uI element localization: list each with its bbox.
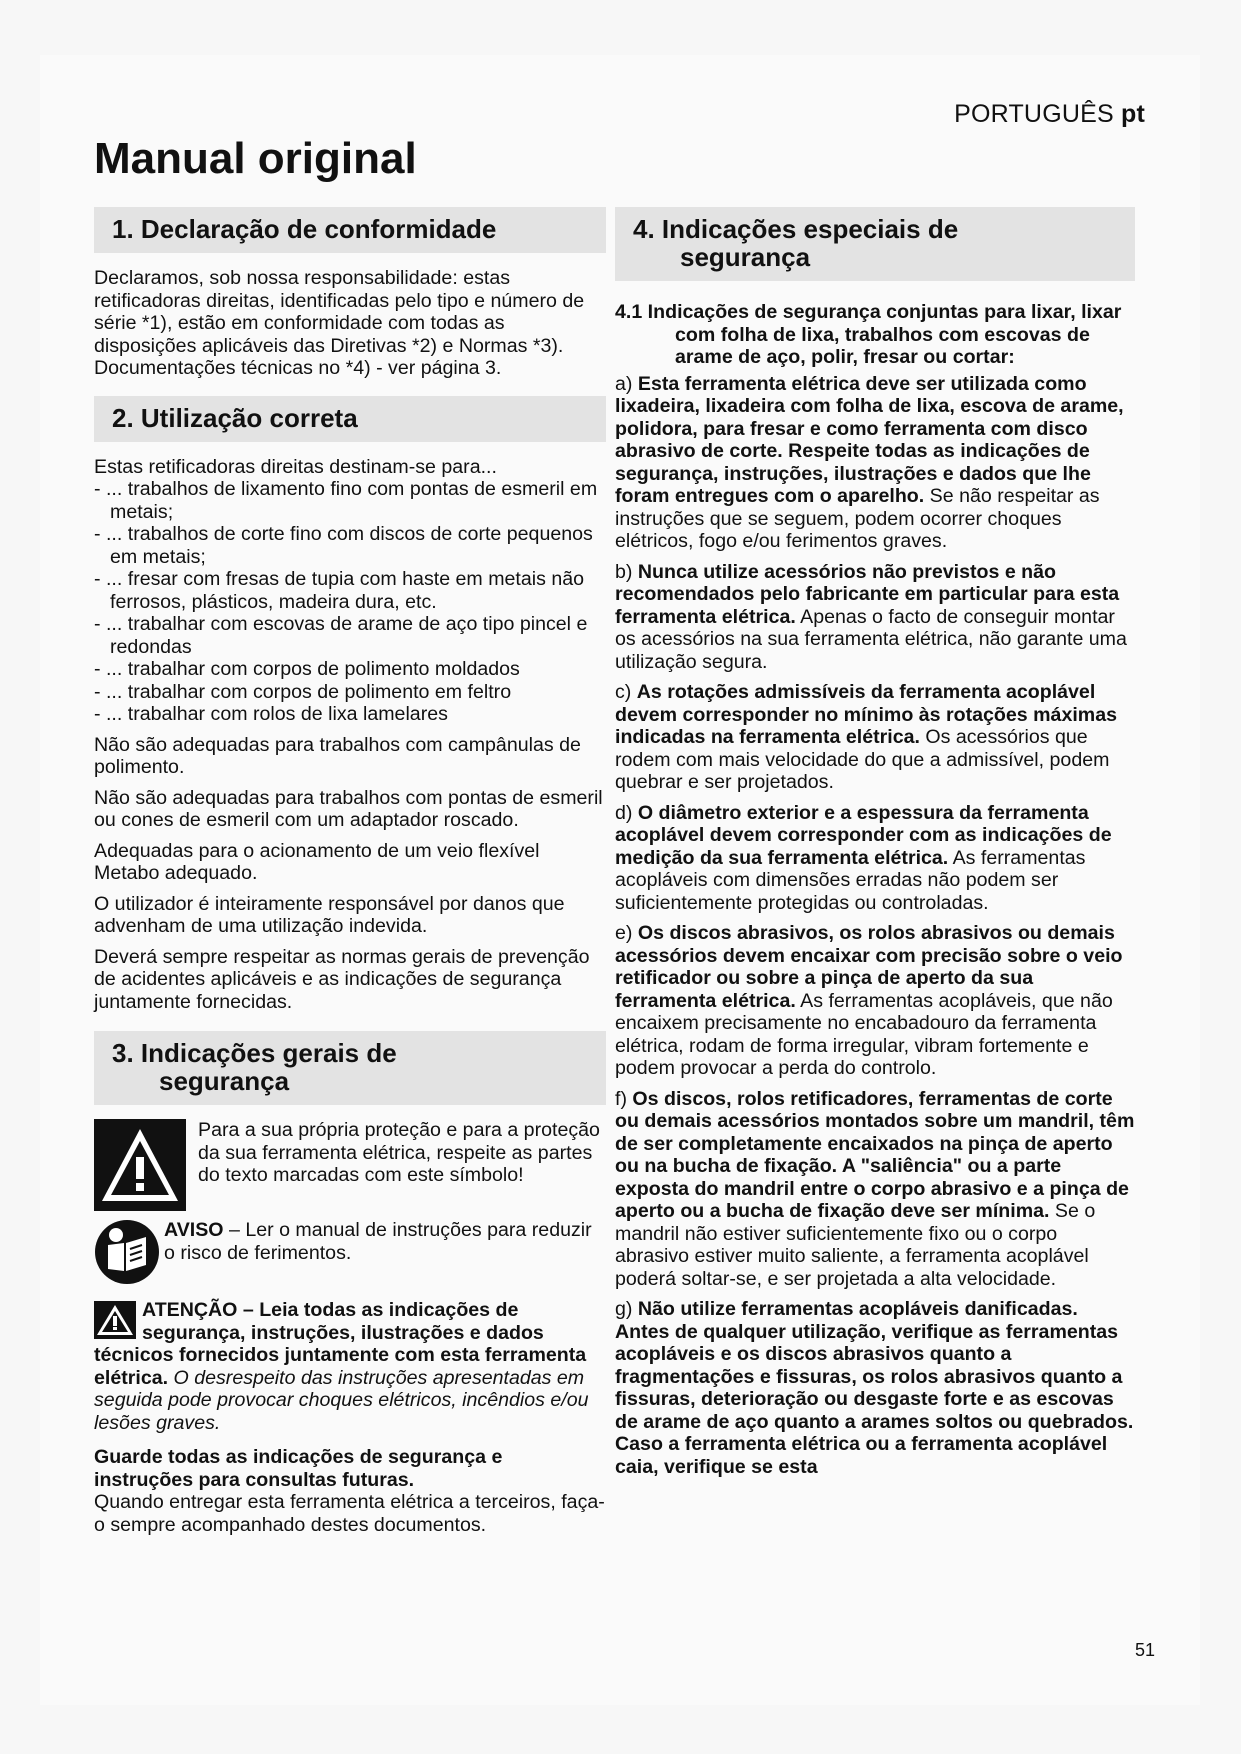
safety-rule-a — [615, 373, 1135, 553]
rule-text: Apenas o facto de conseguir montar os acessórios na sua ferramenta elétrica, não garante uma utilização segura. — [615, 605, 1127, 673]
rule-label: e) — [615, 922, 638, 944]
section-4-heading — [615, 207, 1135, 281]
atencao-note — [94, 1299, 606, 1434]
document-title: Manual original — [94, 134, 417, 183]
small-warning-triangle-icon — [94, 1301, 136, 1339]
guarde-body-text: Quando entregar esta ferramenta elétrica a terceiros, faça-o sempre acompanhado destes documentos. — [94, 1491, 605, 1536]
section-1-text: Declaramos, sob nossa responsabilidade: estas retificadoras direitas, identificadas pelo tipo e número de série *1), estão em conformidade com todas as disposições aplicáveis das Diretivas *2) e Normas *3). Documentações técnicas no *4) - ver página 3. — [94, 267, 585, 379]
warning-symbol-note — [94, 1119, 606, 1211]
language-indicator — [954, 100, 1145, 129]
rule-bold: Não utilize ferramentas acopláveis danificadas. Antes de qualquer utilização, verifique as ferramentas acopláveis e os discos abrasivos quanto a fragmentações e fissuras, os rolos abrasivos quanto a fissuras, deterioração ou desgaste forte e as escovas de arame de aço quanto a arames soltos ou quebrados. Caso a ferramenta elétrica ou a ferramenta acoplável caia, verifique se esta — [615, 1298, 1134, 1478]
language-code: pt — [1121, 100, 1145, 128]
rule-bold: Nunca utilize acessórios não previstos e não recomendados pelo fabricante em particular para esta ferramenta elétrica. — [615, 560, 1120, 628]
aviso-body: – Ler o manual de instruções para reduzir o risco de ferimentos. — [164, 1219, 592, 1264]
rule-bold: Os discos, rolos retificadores, ferramentas de corte ou demais acessórios montados sobre um mandril, têm de ser completamente encaixados na pinça de aperto ou na bucha de fixação. A "saliência" ou a parte exposta do mandril entre o corpo abrasivo e a pinça de aperto ou a bucha de fixação deve ser mínima. — [615, 1087, 1135, 1222]
rule-text: As ferramentas acopláveis, que não encaixem precisamente no encabadouro da ferramenta elétrica, rodam de forma irregular, vibram fortemente e podem provocar a perda do controlo. — [615, 989, 1113, 1079]
list-item: - ... fresar com fresas de tupia com haste em metais não ferrosos, plásticos, madeira dura, etc. — [94, 568, 585, 613]
rule-text: Os acessórios que rodem com mais velocidade do que a admissível, podem quebrar e ser projetados. — [615, 726, 1110, 793]
subsection-4-1-heading: 4.1 Indicações de segurança conjuntas para lixar, lixar com folha de lixa, trabalhos com escovas de arame de aço, polir, fresar ou cortar: — [615, 301, 1122, 368]
warning-triangle-icon — [94, 1119, 186, 1211]
left-column — [94, 207, 606, 1544]
language-name: PORTUGUÊS — [954, 100, 1114, 128]
section-1-heading — [94, 207, 606, 253]
list-item: - ... trabalhar com corpos de polimento moldados — [94, 658, 520, 680]
section-3-heading — [94, 1031, 606, 1105]
section-2-paragraph: Adequadas para o acionamento de um veio flexível Metabo adequado. — [94, 839, 540, 884]
section-1-heading-text: 1. Declaração de conformidade — [112, 214, 497, 244]
rule-label: a) — [615, 372, 638, 395]
section-2-paragraph: Não são adequadas para trabalhos com campânulas de polimento. — [94, 733, 581, 778]
aviso-note — [94, 1219, 606, 1285]
section-4-heading-line2: segurança — [680, 242, 811, 272]
rule-text: As ferramentas acopláveis com dimensões erradas não podem ser suficientemente protegidas ou controladas. — [615, 846, 1086, 914]
section-2-paragraph: Deverá sempre respeitar as normas gerais de prevenção de acidentes aplicáveis e as indicações de segurança juntamente fornecidas. — [94, 945, 590, 1013]
safety-rule-g — [615, 1298, 1135, 1478]
symbol-explanation: Para a sua própria proteção e para a proteção da sua ferramenta elétrica, respeite as partes do texto marcadas com este símbolo! — [198, 1119, 600, 1186]
right-column — [615, 207, 1135, 1486]
list-item: - ... trabalhar com escovas de arame de aço tipo pincel e redondas — [94, 613, 588, 658]
list-item: - ... trabalhar com rolos de lixa lamelares — [94, 703, 448, 725]
section-3-heading-line2: segurança — [159, 1066, 290, 1096]
aviso-text — [164, 1219, 606, 1264]
safety-rule-d — [615, 802, 1135, 915]
atencao-bold-text: ATENÇÃO – Leia todas as indicações de segurança, instruções, ilustrações e dados técnicos fornecidos juntamente com esta ferramenta elétrica. — [94, 1299, 587, 1389]
rule-bold: O diâmetro exterior e a espessura da ferramenta acoplável devem corresponder com as indicações de medição da sua ferramenta elétrica. — [615, 801, 1112, 869]
rule-label: b) — [615, 560, 638, 583]
guarde-paragraph — [94, 1446, 606, 1536]
section-2-heading-text: 2. Utilização correta — [112, 402, 358, 433]
rule-bold: As rotações admissíveis da ferramenta acoplável devem corresponder no mínimo às rotações máximas indicadas na ferramenta elétrica. — [615, 681, 1118, 748]
aviso-label: AVISO — [164, 1219, 224, 1241]
safety-rule-b — [615, 561, 1135, 674]
section-2-intro: Estas retificadoras direitas destinam-se para... — [94, 455, 497, 478]
section-3-heading-line1: 3. Indicações gerais de — [112, 1038, 397, 1068]
safety-rule-c — [615, 681, 1135, 794]
rule-label: f) — [615, 1087, 633, 1110]
atencao-italic-text: O desrespeito das instruções apresentadas em seguida pode provocar choques elétricos, incêndios e/ou lesões graves. — [94, 1366, 589, 1434]
section-2-paragraph: O utilizador é inteiramente responsável por danos que advenham de uma utilização indevida. — [94, 892, 565, 937]
rule-label: c) — [615, 681, 637, 703]
safety-rule-e — [615, 922, 1135, 1080]
read-manual-icon — [94, 1219, 160, 1285]
rule-label: g) — [615, 1298, 638, 1320]
list-item: - ... trabalhos de corte fino com discos de corte pequenos em metais; — [94, 523, 593, 568]
usage-list — [94, 478, 606, 726]
section-2-heading — [94, 396, 606, 442]
section-2-paragraph: Não são adequadas para trabalhos com pontas de esmeril ou cones de esmeril com um adaptador roscado. — [94, 786, 603, 831]
page-number: 51 — [1135, 1640, 1156, 1660]
rule-bold: Os discos abrasivos, os rolos abrasivos ou demais acessórios devem encaixar com precisão sobre o veio retificador ou sobre a pinça de aperto da sua ferramenta elétrica. — [615, 922, 1123, 1012]
rule-label: d) — [615, 801, 638, 824]
rule-text: Se o mandril não estiver suficientemente fixo ou o corpo abrasivo estiver muito saliente, a ferramenta acoplável poderá soltar-se, e ser projetada a alta velocidade. — [615, 1200, 1096, 1290]
guarde-bold-text: Guarde todas as indicações de segurança e instruções para consultas futuras. — [94, 1446, 503, 1491]
rule-text: Se não respeitar as instruções que se seguem, podem ocorrer choques elétricos, fogo e/ou ferimentos graves. — [615, 485, 1100, 552]
list-item: - ... trabalhos de lixamento fino com pontas de esmeril em metais; — [94, 478, 598, 523]
rule-bold: Esta ferramenta elétrica deve ser utilizada como lixadeira, lixadeira com folha de lixa, escova de arame, polidora, para fresar e como ferramenta com disco abrasivo de corte. Respeite todas as indicações de segurança, instruções, ilustrações e dados que lhe foram entregues com o aparelho. — [615, 372, 1124, 507]
list-item: - ... trabalhar com corpos de polimento em feltro — [94, 680, 512, 703]
safety-rule-f — [615, 1088, 1135, 1291]
section-4-heading-line1: 4. Indicações especiais de — [633, 214, 959, 244]
